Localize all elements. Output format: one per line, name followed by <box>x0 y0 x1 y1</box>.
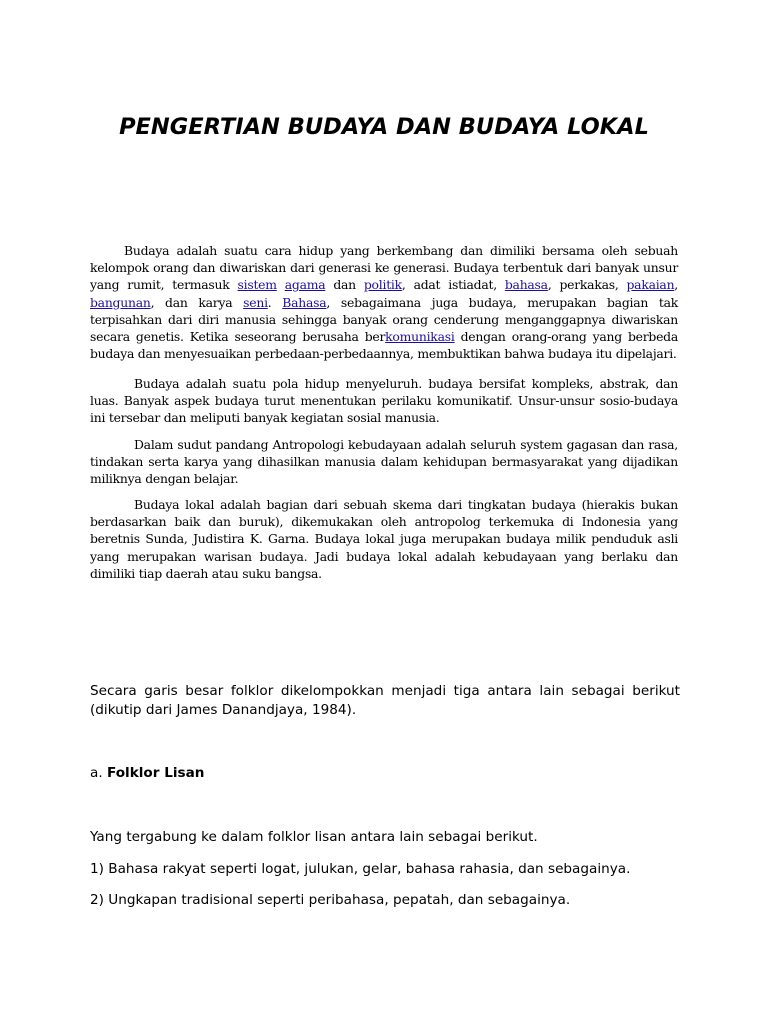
text: dan <box>325 277 364 293</box>
paragraph-budaya-lokal: Budaya lokal adalah bagian dari sebuah skema dari tingkatan budaya (hierakis bukan berdasarkan baik dan buruk), dikemukakan oleh antropolog terkemuka di Indonesia yang beretnis Sunda, Judistira K. Garna. Budaya lokal juga merupakan budaya milik penduduk asli yang merupakan warisan budaya. Jadi budaya lokal adalah kebudayaan yang berlaku dan dimiliki tiap daerah atau suku bangsa. <box>90 497 678 581</box>
text: , <box>674 277 678 293</box>
link-seni[interactable]: seni <box>243 294 268 310</box>
paragraph-pola-hidup: Budaya adalah suatu pola hidup menyeluruh. budaya bersifat kompleks, abstrak, dan luas. Banyak aspek budaya turut menentukan perilaku komunikatif. Unsur-unsur sosio-budaya ini tersebar dan meliputi banyak kegiatan sosial manusia. <box>90 376 678 426</box>
text: , sebagaimana juga budaya, merupakan bagian tak terpisahkan dari diri manusia sehingga banyak orang cenderung menganggapnya diwariskan secara genetis. Ketika seseorang berusaha ber <box>90 294 679 345</box>
link-agama[interactable]: agama <box>284 277 326 293</box>
section-heading: Folklor Lisan <box>106 765 205 781</box>
link-bangunan[interactable]: bangunan <box>90 294 151 310</box>
text <box>277 277 285 292</box>
section-heading-folklor-lisan <box>90 764 680 783</box>
text: , dan karya <box>150 294 244 310</box>
paragraph-antropologi: Dalam sudut pandang Antropologi kebudayaan adalah seluruh system gagasan dan rasa, tindakan serta karya yang dihasilkan manusia dalam kehidupan bermasyarakat yang dijadikan miliknya dengan belajar. <box>90 437 678 487</box>
link-politik[interactable]: politik <box>363 277 402 293</box>
link-bahasa[interactable]: bahasa <box>504 277 548 293</box>
page-title: PENGERTIAN BUDAYA DAN BUDAYA LOKAL <box>119 114 649 140</box>
paragraph-budaya-definition <box>90 242 678 362</box>
link-komunikasi[interactable]: komunikasi <box>385 329 455 345</box>
link-bahasa-2[interactable]: Bahasa <box>282 294 327 310</box>
paragraph-folklor-intro: Secara garis besar folklor dikelompokkan menjadi tiga antara lain sebagai berikut (dikutip dari James Danandjaya, 1984). <box>90 683 680 718</box>
section-prefix: a. <box>90 765 107 781</box>
link-sistem[interactable]: sistem <box>237 277 277 293</box>
paragraph-lisan-intro: Yang tergabung ke dalam folklor lisan antara lain sebagai berikut. <box>90 829 538 845</box>
link-pakaian[interactable]: pakaian <box>626 277 675 293</box>
text: dengan orang-orang yang berbeda budaya dan menyesuaikan perbedaan-perbedaannya, membuktikan bahwa budaya itu dipelajari. <box>90 329 679 362</box>
text: Budaya adalah suatu cara hidup yang berkembang dan dimiliki bersama oleh sebuah kelompok orang dan diwariskan dari generasi ke generasi. Budaya terbentuk dari banyak unsur yang rumit, termasuk <box>90 243 678 293</box>
list-item: 1) Bahasa rakyat seperti logat, julukan, gelar, bahasa rahasia, dan sebagainya. <box>90 861 631 877</box>
text: , perkakas, <box>547 277 627 293</box>
list-item: 2) Ungkapan tradisional seperti peribahasa, pepatah, dan sebagainya. <box>90 892 571 908</box>
text: . <box>267 294 283 310</box>
text: , adat istiadat, <box>401 277 505 293</box>
